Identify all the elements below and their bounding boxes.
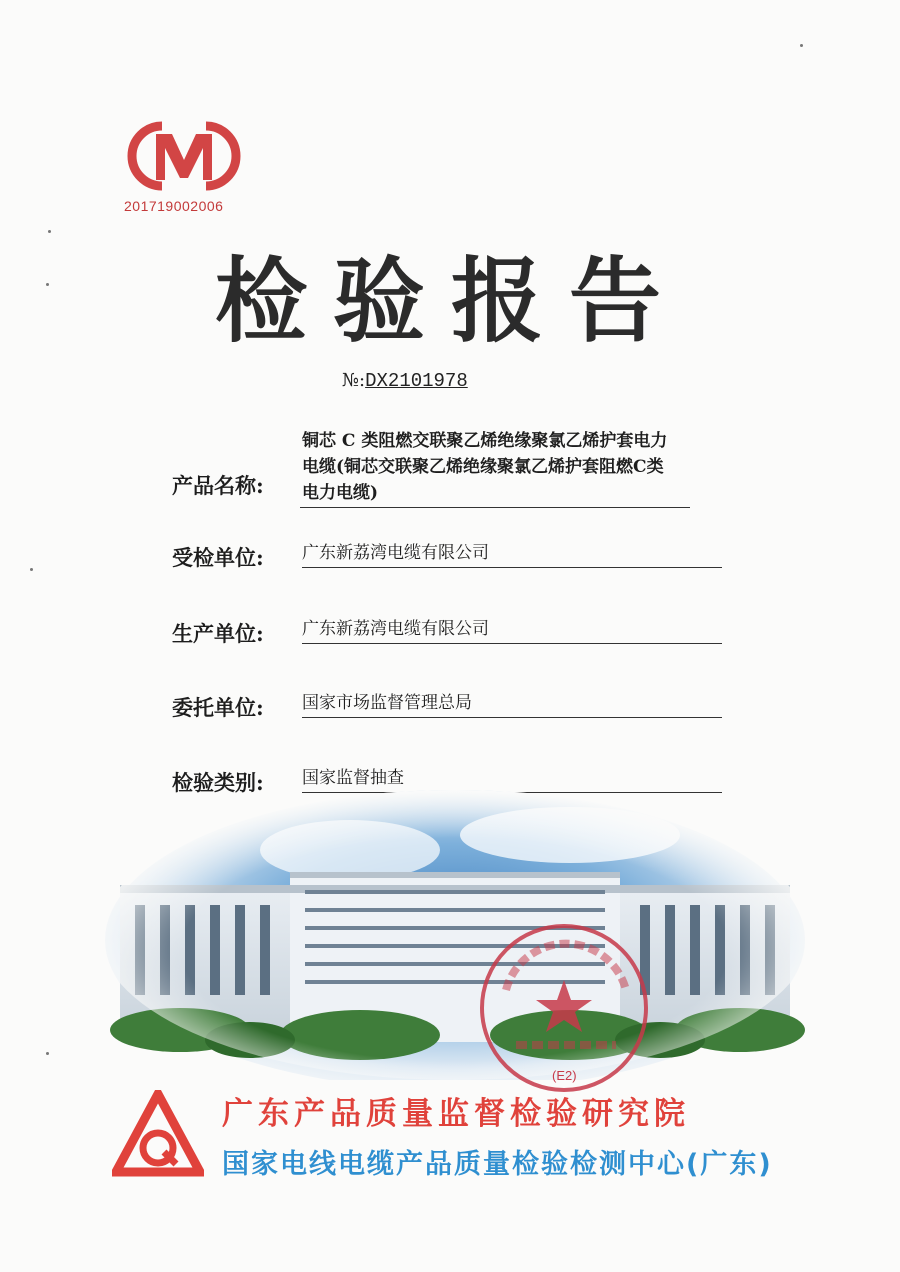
report-number-value: DX2101978: [365, 370, 468, 392]
entrusting-unit-label: 委托单位:: [172, 695, 264, 720]
inspected-unit-value: 广东新荔湾电缆有限公司: [302, 540, 722, 568]
testing-center-name: 国家电线电缆产品质量检验检测中心(广东): [222, 1149, 773, 1180]
product-name-line: 电缆(铜芯交联聚乙烯绝缘聚氯乙烯护套阻燃C类: [302, 457, 664, 477]
institute-building-image: [100, 790, 810, 1080]
scan-speck: [46, 1052, 49, 1055]
scan-speck: [48, 230, 51, 233]
cma-certificate-number: 201719002006: [124, 198, 224, 214]
product-name-value: [302, 428, 732, 506]
scan-speck: [800, 44, 803, 47]
manufacturer-value: 广东新荔湾电缆有限公司: [302, 616, 722, 644]
product-name-underline: [300, 507, 690, 508]
institute-logo-icon: [112, 1090, 204, 1178]
inspected-unit-label: 受检单位:: [172, 545, 264, 570]
product-name-label: 产品名称:: [172, 473, 264, 498]
scan-speck: [46, 283, 49, 286]
report-number-prefix: №:: [342, 370, 366, 391]
seal-code: (E2): [552, 1068, 577, 1083]
inspection-type-label: 检验类别:: [172, 770, 264, 795]
institute-name: 广东产品质量监督检验研究院: [222, 1096, 690, 1132]
inspection-type-value: 国家监督抽查: [302, 765, 722, 793]
product-name-line: 电力电缆): [302, 483, 379, 503]
manufacturer-label: 生产单位:: [172, 621, 264, 646]
entrusting-unit-value: 国家市场监督管理总局: [302, 690, 722, 718]
cma-logo: [122, 120, 246, 192]
report-title: 检验报告: [215, 247, 688, 355]
report-number: [342, 370, 468, 392]
scan-speck: [30, 568, 33, 571]
product-name-line: 铜芯 C 类阻燃交联聚乙烯绝缘聚氯乙烯护套电力: [302, 431, 668, 451]
